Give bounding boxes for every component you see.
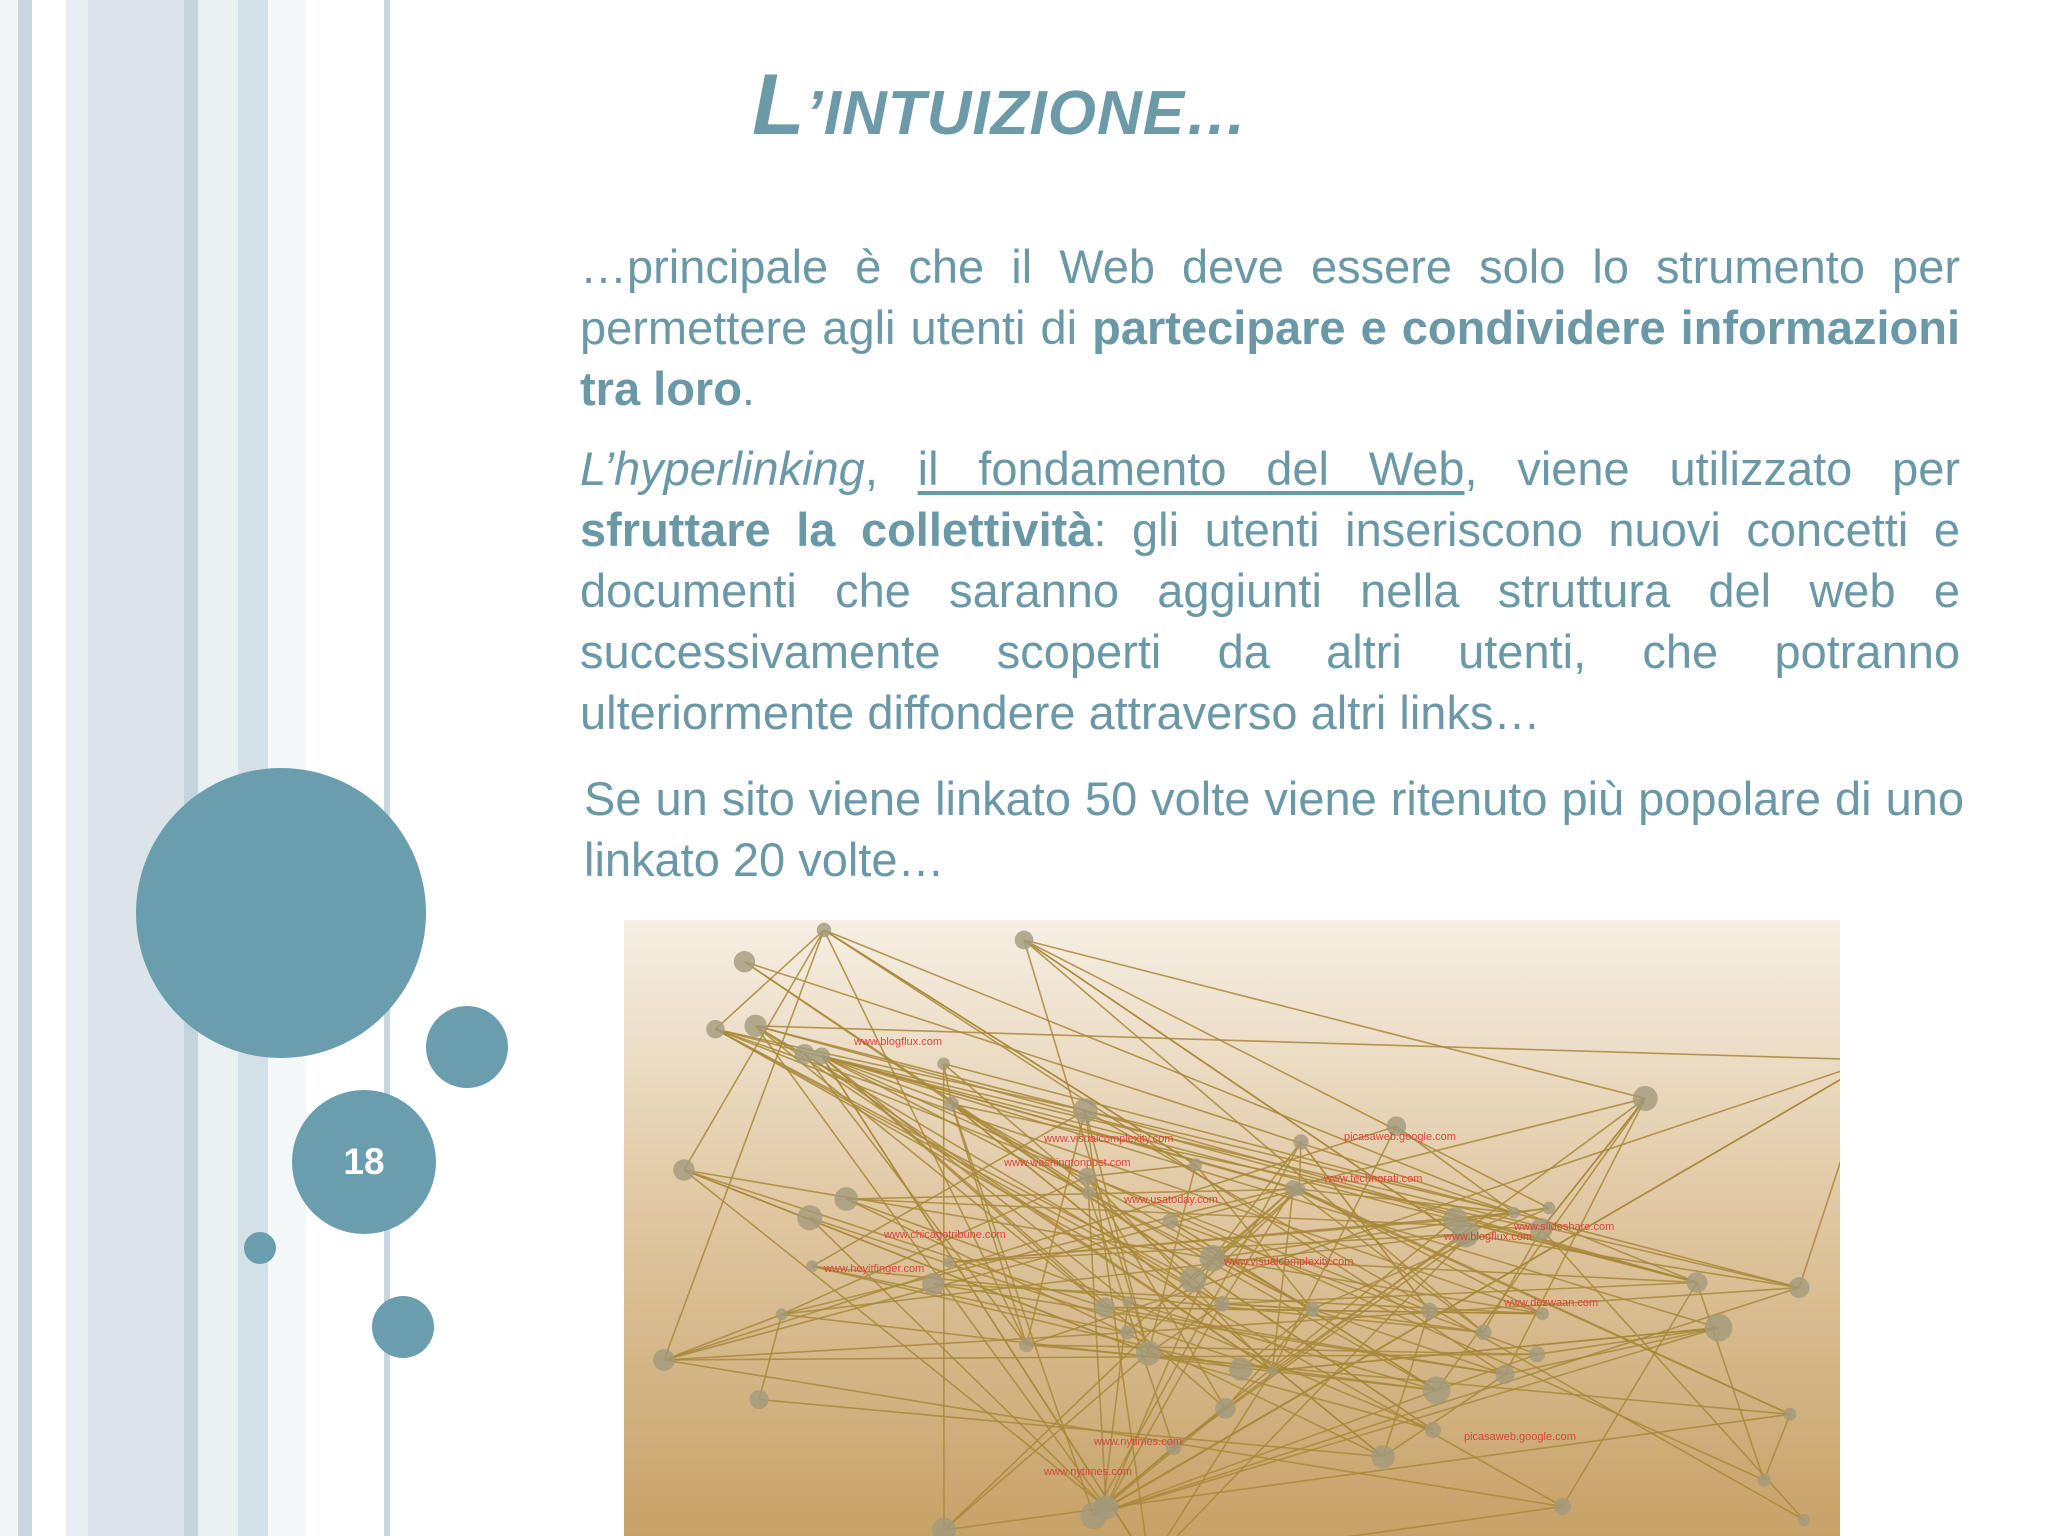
network-node [1095,1297,1115,1317]
network-node [1189,1158,1202,1171]
network-node [1267,1366,1277,1376]
network-node [817,923,831,937]
network-node [734,951,755,972]
stripe-decoration [66,0,88,1536]
network-node [797,1205,822,1230]
network-node [1784,1408,1797,1421]
network-node [673,1159,694,1180]
network-node [1136,1340,1161,1365]
network-node-label: www.usatoday.com [1124,1194,1218,1206]
network-node [1073,1098,1098,1123]
network-node [1080,1502,1107,1529]
network-node [1757,1473,1770,1486]
network-node [1687,1272,1708,1293]
network-node [1529,1346,1545,1362]
network-node-label: www.slideshare.com [1514,1221,1615,1233]
paragraph-2 [580,438,1960,743]
network-node-label: picasaweb.google.com [1464,1431,1576,1443]
network-node-label: www.visualcomplexity.com [1224,1256,1354,1268]
network-node-label: www.dezwaan.com [1504,1297,1599,1309]
paragraph-3 [584,768,1964,890]
network-node [1180,1266,1206,1292]
network-node [1163,1213,1179,1229]
network-node [1554,1498,1571,1515]
slide-title-first-letter: L [752,57,806,153]
network-node [1229,1357,1253,1381]
paragraph-1-end: . [741,362,755,415]
network-node [1508,1207,1519,1218]
network-node-label: www.blogflux.com [1444,1231,1533,1243]
network-node [1122,1297,1133,1308]
network-node [1015,931,1034,950]
stripe-decoration [184,0,198,1536]
paragraph-2-text: , [864,442,918,495]
decorative-circle-small [426,1006,508,1088]
decorative-circle-large [136,768,426,1058]
paragraph-1-bold: partecipare e condividere informazioni tra loro [580,301,1961,415]
network-node-label: www.heyitfinger.com [824,1263,925,1275]
network-node [813,1047,830,1064]
network-node-label: www.blogflux.com [854,1036,943,1048]
network-node [1293,1134,1308,1149]
network-node [1082,1186,1095,1199]
network-node-label: www.chicagotribune.com [884,1229,1006,1241]
paragraph-2-text: : gli utenti inseriscono nuovi concetti e documenti che saranno aggiunti nella struttura del web e successivamente scoperti da altri utenti, che potranno ulteriormente diffondere attraverso altri links… [580,503,1960,739]
network-node [943,1257,954,1268]
network-node [937,1057,950,1070]
network-node-label: www.washingtonpost.com [1004,1157,1131,1169]
slide-title-rest: ’INTUIZIONE… [805,79,1249,148]
network-node [1421,1303,1437,1319]
network-node [1120,1325,1134,1339]
paragraph-1-text: …principale è che il Web deve essere solo lo strumento per permettere agli utenti di [580,240,1960,354]
decorative-circle-tiny [244,1232,276,1264]
stripe-decoration [18,0,32,1536]
paragraph-3-text: Se un sito viene linkato 50 volte viene ritenuto più popolare di uno linkato 20 volte… [584,772,1964,886]
network-node [1633,1086,1658,1111]
paragraph-2-underline: il fondamento del Web [917,442,1465,495]
network-node [706,1020,724,1038]
stripe-decoration [306,0,384,1536]
network-node [1200,1245,1227,1272]
network-node [1705,1314,1733,1342]
network-node [1371,1445,1394,1468]
network-node [1215,1398,1236,1419]
network-node [750,1390,769,1409]
network-node [795,1044,815,1064]
network-node [944,1097,958,1111]
network-node [1214,1296,1230,1312]
decorative-circle-small [372,1296,434,1358]
network-node-label: www.nytimes.com [1044,1466,1133,1478]
network-node [1293,1183,1306,1196]
stripe-decoration [198,0,238,1536]
stripe-decoration [32,0,66,1536]
network-node-label: www.technorati.com [1324,1173,1423,1185]
network-node [1425,1422,1441,1438]
network-node [1789,1277,1810,1298]
network-node [1305,1302,1320,1317]
network-node [1423,1376,1451,1404]
network-node [744,1015,766,1037]
network-node [1798,1514,1810,1526]
page-number: 18 [343,1141,385,1182]
paragraph-1 [580,236,1960,419]
stripe-decoration [0,0,18,1536]
network-node [1078,1167,1096,1185]
network-node [922,1273,945,1296]
paragraph-2-text: , viene utilizzato per [1464,442,1960,495]
network-node [776,1308,788,1320]
network-node-label: picasaweb.google.com [1344,1131,1456,1143]
network-node [1019,1337,1034,1352]
network-node-label: www.nytimes.com [1094,1436,1183,1448]
network-node [806,1260,818,1272]
network-node [1495,1365,1514,1384]
slide-title [752,56,1248,155]
network-graph-image [624,920,1840,1536]
network-node-label: www.visualcomplexity.com [1044,1133,1174,1145]
network-node [1543,1202,1556,1215]
stripe-decoration [88,0,184,1536]
network-node [1476,1324,1492,1340]
paragraph-2-bold: sfruttare la collettività [580,503,1094,556]
network-node [1536,1307,1549,1320]
paragraph-2-italic: L’hyperlinking [580,442,865,495]
network-node [834,1187,858,1211]
network-node [1443,1207,1468,1232]
network-node [653,1349,675,1371]
